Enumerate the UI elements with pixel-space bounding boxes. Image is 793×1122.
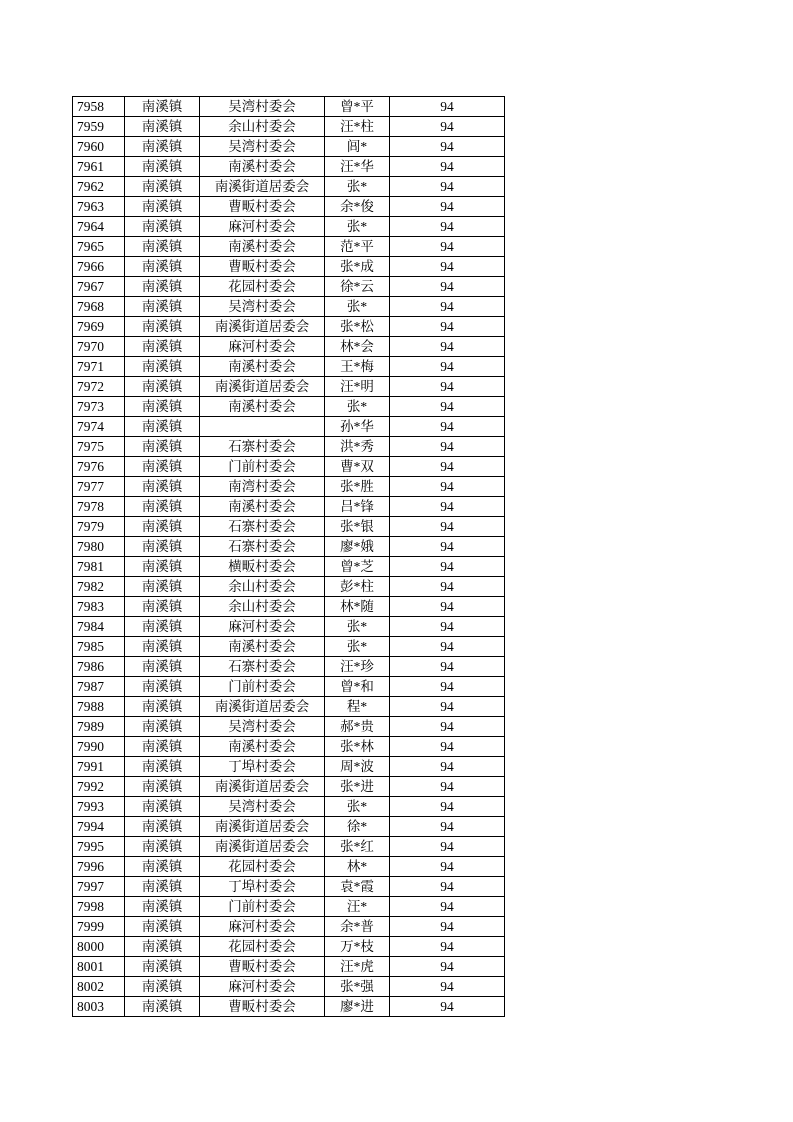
table-row [73, 777, 505, 797]
score-cell: 94 [390, 777, 505, 797]
town-cell: 南溪镇 [125, 557, 200, 577]
table-row [73, 297, 505, 317]
table-row [73, 677, 505, 697]
row-id-cell: 7963 [73, 197, 125, 217]
row-id-cell: 7980 [73, 537, 125, 557]
score-cell: 94 [390, 157, 505, 177]
score-cell: 94 [390, 997, 505, 1017]
town-cell: 南溪镇 [125, 577, 200, 597]
table-row [73, 917, 505, 937]
person-name-cell: 汪*明 [325, 377, 390, 397]
town-cell: 南溪镇 [125, 837, 200, 857]
town-cell: 南溪镇 [125, 257, 200, 277]
row-id-cell: 7958 [73, 97, 125, 117]
row-id-cell: 7981 [73, 557, 125, 577]
score-cell: 94 [390, 857, 505, 877]
person-name-cell: 林*会 [325, 337, 390, 357]
table-row [73, 397, 505, 417]
person-name-cell: 汪*柱 [325, 117, 390, 137]
row-id-cell: 7978 [73, 497, 125, 517]
village-committee-cell: 曹畈村委会 [200, 197, 325, 217]
table-row [73, 937, 505, 957]
score-cell: 94 [390, 297, 505, 317]
row-id-cell: 7977 [73, 477, 125, 497]
person-name-cell: 张* [325, 637, 390, 657]
person-name-cell: 汪*虎 [325, 957, 390, 977]
table-row [73, 137, 505, 157]
village-committee-cell: 曹畈村委会 [200, 957, 325, 977]
table-row [73, 977, 505, 997]
town-cell: 南溪镇 [125, 677, 200, 697]
village-committee-cell: 南溪街道居委会 [200, 777, 325, 797]
row-id-cell: 8000 [73, 937, 125, 957]
person-name-cell: 张*进 [325, 777, 390, 797]
person-name-cell: 林*随 [325, 597, 390, 617]
row-id-cell: 7964 [73, 217, 125, 237]
person-name-cell: 张*胜 [325, 477, 390, 497]
table-row [73, 117, 505, 137]
person-name-cell: 徐* [325, 817, 390, 837]
village-committee-cell: 丁埠村委会 [200, 877, 325, 897]
town-cell: 南溪镇 [125, 917, 200, 937]
village-committee-cell: 南溪村委会 [200, 497, 325, 517]
person-name-cell: 彭*柱 [325, 577, 390, 597]
table-row [73, 177, 505, 197]
score-cell: 94 [390, 917, 505, 937]
table-row [73, 637, 505, 657]
person-name-cell: 曾*和 [325, 677, 390, 697]
row-id-cell: 8003 [73, 997, 125, 1017]
score-cell: 94 [390, 357, 505, 377]
row-id-cell: 7991 [73, 757, 125, 777]
town-cell: 南溪镇 [125, 417, 200, 437]
row-id-cell: 7998 [73, 897, 125, 917]
town-cell: 南溪镇 [125, 817, 200, 837]
row-id-cell: 7993 [73, 797, 125, 817]
score-cell: 94 [390, 377, 505, 397]
town-cell: 南溪镇 [125, 797, 200, 817]
score-cell: 94 [390, 577, 505, 597]
town-cell: 南溪镇 [125, 457, 200, 477]
village-committee-cell: 吴湾村委会 [200, 137, 325, 157]
row-id-cell: 7999 [73, 917, 125, 937]
town-cell: 南溪镇 [125, 237, 200, 257]
person-name-cell: 孙*华 [325, 417, 390, 437]
score-cell: 94 [390, 617, 505, 637]
person-name-cell: 曹*双 [325, 457, 390, 477]
row-id-cell: 7969 [73, 317, 125, 337]
table-row [73, 357, 505, 377]
table-row [73, 437, 505, 457]
person-name-cell: 张*林 [325, 737, 390, 757]
town-cell: 南溪镇 [125, 777, 200, 797]
village-committee-cell: 南湾村委会 [200, 477, 325, 497]
row-id-cell: 7968 [73, 297, 125, 317]
table-row [73, 577, 505, 597]
row-id-cell: 7959 [73, 117, 125, 137]
town-cell: 南溪镇 [125, 697, 200, 717]
person-name-cell: 张* [325, 397, 390, 417]
row-id-cell: 7965 [73, 237, 125, 257]
village-committee-cell: 余山村委会 [200, 577, 325, 597]
person-name-cell: 张*松 [325, 317, 390, 337]
village-committee-cell: 麻河村委会 [200, 617, 325, 637]
score-cell: 94 [390, 877, 505, 897]
person-name-cell: 洪*秀 [325, 437, 390, 457]
village-committee-cell: 花园村委会 [200, 277, 325, 297]
table-row [73, 217, 505, 237]
score-cell: 94 [390, 817, 505, 837]
town-cell: 南溪镇 [125, 857, 200, 877]
score-cell: 94 [390, 717, 505, 737]
table-row [73, 477, 505, 497]
table-row [73, 957, 505, 977]
village-committee-cell: 南溪街道居委会 [200, 837, 325, 857]
table-row [73, 417, 505, 437]
data-table [72, 96, 505, 1017]
row-id-cell: 7997 [73, 877, 125, 897]
row-id-cell: 7976 [73, 457, 125, 477]
town-cell: 南溪镇 [125, 157, 200, 177]
person-name-cell: 张* [325, 177, 390, 197]
village-committee-cell: 石寨村委会 [200, 657, 325, 677]
score-cell: 94 [390, 597, 505, 617]
row-id-cell: 7967 [73, 277, 125, 297]
town-cell: 南溪镇 [125, 757, 200, 777]
town-cell: 南溪镇 [125, 377, 200, 397]
village-committee-cell: 曹畈村委会 [200, 997, 325, 1017]
village-committee-cell [200, 417, 325, 437]
score-cell: 94 [390, 957, 505, 977]
score-cell: 94 [390, 317, 505, 337]
table-row [73, 237, 505, 257]
village-committee-cell: 门前村委会 [200, 677, 325, 697]
score-cell: 94 [390, 557, 505, 577]
row-id-cell: 8001 [73, 957, 125, 977]
village-committee-cell: 横畈村委会 [200, 557, 325, 577]
row-id-cell: 7995 [73, 837, 125, 857]
person-name-cell: 范*平 [325, 237, 390, 257]
score-cell: 94 [390, 397, 505, 417]
town-cell: 南溪镇 [125, 437, 200, 457]
score-cell: 94 [390, 437, 505, 457]
table-row [73, 317, 505, 337]
village-committee-cell: 吴湾村委会 [200, 297, 325, 317]
row-id-cell: 7962 [73, 177, 125, 197]
row-id-cell: 7984 [73, 617, 125, 637]
person-name-cell: 周*波 [325, 757, 390, 777]
person-name-cell: 汪*华 [325, 157, 390, 177]
town-cell: 南溪镇 [125, 497, 200, 517]
score-cell: 94 [390, 757, 505, 777]
score-cell: 94 [390, 977, 505, 997]
town-cell: 南溪镇 [125, 317, 200, 337]
person-name-cell: 袁*霞 [325, 877, 390, 897]
village-committee-cell: 余山村委会 [200, 597, 325, 617]
table-row [73, 697, 505, 717]
person-name-cell: 张*成 [325, 257, 390, 277]
score-cell: 94 [390, 657, 505, 677]
person-name-cell: 徐*云 [325, 277, 390, 297]
town-cell: 南溪镇 [125, 477, 200, 497]
row-id-cell: 7971 [73, 357, 125, 377]
score-cell: 94 [390, 697, 505, 717]
person-name-cell: 万*枝 [325, 937, 390, 957]
table-row [73, 557, 505, 577]
town-cell: 南溪镇 [125, 877, 200, 897]
village-committee-cell: 南溪村委会 [200, 637, 325, 657]
score-cell: 94 [390, 737, 505, 757]
row-id-cell: 7972 [73, 377, 125, 397]
town-cell: 南溪镇 [125, 957, 200, 977]
score-cell: 94 [390, 197, 505, 217]
village-committee-cell: 麻河村委会 [200, 337, 325, 357]
person-name-cell: 王*梅 [325, 357, 390, 377]
table-row [73, 517, 505, 537]
score-cell: 94 [390, 477, 505, 497]
score-cell: 94 [390, 517, 505, 537]
town-cell: 南溪镇 [125, 637, 200, 657]
score-cell: 94 [390, 237, 505, 257]
person-name-cell: 曾*平 [325, 97, 390, 117]
score-cell: 94 [390, 257, 505, 277]
person-name-cell: 张* [325, 297, 390, 317]
row-id-cell: 7992 [73, 777, 125, 797]
person-name-cell: 余*普 [325, 917, 390, 937]
row-id-cell: 8002 [73, 977, 125, 997]
person-name-cell: 曾*芝 [325, 557, 390, 577]
person-name-cell: 郝*贵 [325, 717, 390, 737]
row-id-cell: 7983 [73, 597, 125, 617]
table-row [73, 457, 505, 477]
village-committee-cell: 南溪村委会 [200, 157, 325, 177]
score-cell: 94 [390, 277, 505, 297]
person-name-cell: 张*银 [325, 517, 390, 537]
score-cell: 94 [390, 97, 505, 117]
table-row [73, 877, 505, 897]
table-row [73, 997, 505, 1017]
row-id-cell: 7994 [73, 817, 125, 837]
village-committee-cell: 南溪街道居委会 [200, 377, 325, 397]
village-committee-cell: 吴湾村委会 [200, 97, 325, 117]
row-id-cell: 7990 [73, 737, 125, 757]
person-name-cell: 程* [325, 697, 390, 717]
village-committee-cell: 麻河村委会 [200, 217, 325, 237]
village-committee-cell: 南溪街道居委会 [200, 817, 325, 837]
row-id-cell: 7966 [73, 257, 125, 277]
score-cell: 94 [390, 897, 505, 917]
town-cell: 南溪镇 [125, 737, 200, 757]
table-row [73, 197, 505, 217]
row-id-cell: 7975 [73, 437, 125, 457]
table-row [73, 337, 505, 357]
table-row [73, 377, 505, 397]
town-cell: 南溪镇 [125, 337, 200, 357]
table-row [73, 817, 505, 837]
table-row [73, 737, 505, 757]
row-id-cell: 7982 [73, 577, 125, 597]
village-committee-cell: 南溪村委会 [200, 397, 325, 417]
table-row [73, 257, 505, 277]
row-id-cell: 7986 [73, 657, 125, 677]
person-name-cell: 余*俊 [325, 197, 390, 217]
table-row [73, 897, 505, 917]
village-committee-cell: 麻河村委会 [200, 977, 325, 997]
town-cell: 南溪镇 [125, 897, 200, 917]
village-committee-cell: 南溪村委会 [200, 737, 325, 757]
score-cell: 94 [390, 837, 505, 857]
town-cell: 南溪镇 [125, 277, 200, 297]
village-committee-cell: 花园村委会 [200, 857, 325, 877]
table-row [73, 597, 505, 617]
village-committee-cell: 石寨村委会 [200, 517, 325, 537]
row-id-cell: 7996 [73, 857, 125, 877]
score-cell: 94 [390, 177, 505, 197]
person-name-cell: 廖*娥 [325, 537, 390, 557]
table-row [73, 797, 505, 817]
person-name-cell: 吕*锋 [325, 497, 390, 517]
table-row [73, 757, 505, 777]
town-cell: 南溪镇 [125, 117, 200, 137]
row-id-cell: 7961 [73, 157, 125, 177]
village-committee-cell: 南溪村委会 [200, 237, 325, 257]
town-cell: 南溪镇 [125, 517, 200, 537]
town-cell: 南溪镇 [125, 537, 200, 557]
score-cell: 94 [390, 637, 505, 657]
row-id-cell: 7989 [73, 717, 125, 737]
town-cell: 南溪镇 [125, 197, 200, 217]
town-cell: 南溪镇 [125, 357, 200, 377]
table-row [73, 157, 505, 177]
row-id-cell: 7974 [73, 417, 125, 437]
score-cell: 94 [390, 117, 505, 137]
village-committee-cell: 丁埠村委会 [200, 757, 325, 777]
person-name-cell: 汪* [325, 897, 390, 917]
village-committee-cell: 曹畈村委会 [200, 257, 325, 277]
row-id-cell: 7970 [73, 337, 125, 357]
town-cell: 南溪镇 [125, 397, 200, 417]
town-cell: 南溪镇 [125, 617, 200, 637]
person-name-cell: 张*强 [325, 977, 390, 997]
person-name-cell: 张* [325, 797, 390, 817]
score-cell: 94 [390, 137, 505, 157]
person-name-cell: 闾* [325, 137, 390, 157]
town-cell: 南溪镇 [125, 217, 200, 237]
table-row [73, 497, 505, 517]
score-cell: 94 [390, 677, 505, 697]
village-committee-cell: 门前村委会 [200, 457, 325, 477]
score-cell: 94 [390, 457, 505, 477]
table-row [73, 837, 505, 857]
table-row [73, 657, 505, 677]
table-row [73, 97, 505, 117]
score-cell: 94 [390, 797, 505, 817]
village-committee-cell: 南溪村委会 [200, 357, 325, 377]
person-name-cell: 张* [325, 217, 390, 237]
row-id-cell: 7973 [73, 397, 125, 417]
person-name-cell: 张* [325, 617, 390, 637]
score-cell: 94 [390, 937, 505, 957]
table-body [73, 97, 505, 1017]
score-cell: 94 [390, 497, 505, 517]
village-committee-cell: 门前村委会 [200, 897, 325, 917]
town-cell: 南溪镇 [125, 717, 200, 737]
town-cell: 南溪镇 [125, 937, 200, 957]
town-cell: 南溪镇 [125, 97, 200, 117]
village-committee-cell: 吴湾村委会 [200, 797, 325, 817]
row-id-cell: 7988 [73, 697, 125, 717]
person-name-cell: 林* [325, 857, 390, 877]
town-cell: 南溪镇 [125, 597, 200, 617]
score-cell: 94 [390, 417, 505, 437]
village-committee-cell: 余山村委会 [200, 117, 325, 137]
table-row [73, 537, 505, 557]
row-id-cell: 7960 [73, 137, 125, 157]
person-name-cell: 汪*珍 [325, 657, 390, 677]
table-row [73, 277, 505, 297]
town-cell: 南溪镇 [125, 997, 200, 1017]
town-cell: 南溪镇 [125, 297, 200, 317]
town-cell: 南溪镇 [125, 977, 200, 997]
town-cell: 南溪镇 [125, 137, 200, 157]
table-row [73, 857, 505, 877]
village-committee-cell: 南溪街道居委会 [200, 697, 325, 717]
village-committee-cell: 南溪街道居委会 [200, 317, 325, 337]
village-committee-cell: 石寨村委会 [200, 437, 325, 457]
row-id-cell: 7987 [73, 677, 125, 697]
table-row [73, 717, 505, 737]
village-committee-cell: 石寨村委会 [200, 537, 325, 557]
village-committee-cell: 麻河村委会 [200, 917, 325, 937]
row-id-cell: 7985 [73, 637, 125, 657]
table-row [73, 617, 505, 637]
person-name-cell: 廖*进 [325, 997, 390, 1017]
score-cell: 94 [390, 217, 505, 237]
row-id-cell: 7979 [73, 517, 125, 537]
town-cell: 南溪镇 [125, 657, 200, 677]
village-committee-cell: 吴湾村委会 [200, 717, 325, 737]
village-committee-cell: 花园村委会 [200, 937, 325, 957]
village-committee-cell: 南溪街道居委会 [200, 177, 325, 197]
score-cell: 94 [390, 337, 505, 357]
town-cell: 南溪镇 [125, 177, 200, 197]
score-cell: 94 [390, 537, 505, 557]
person-name-cell: 张*红 [325, 837, 390, 857]
